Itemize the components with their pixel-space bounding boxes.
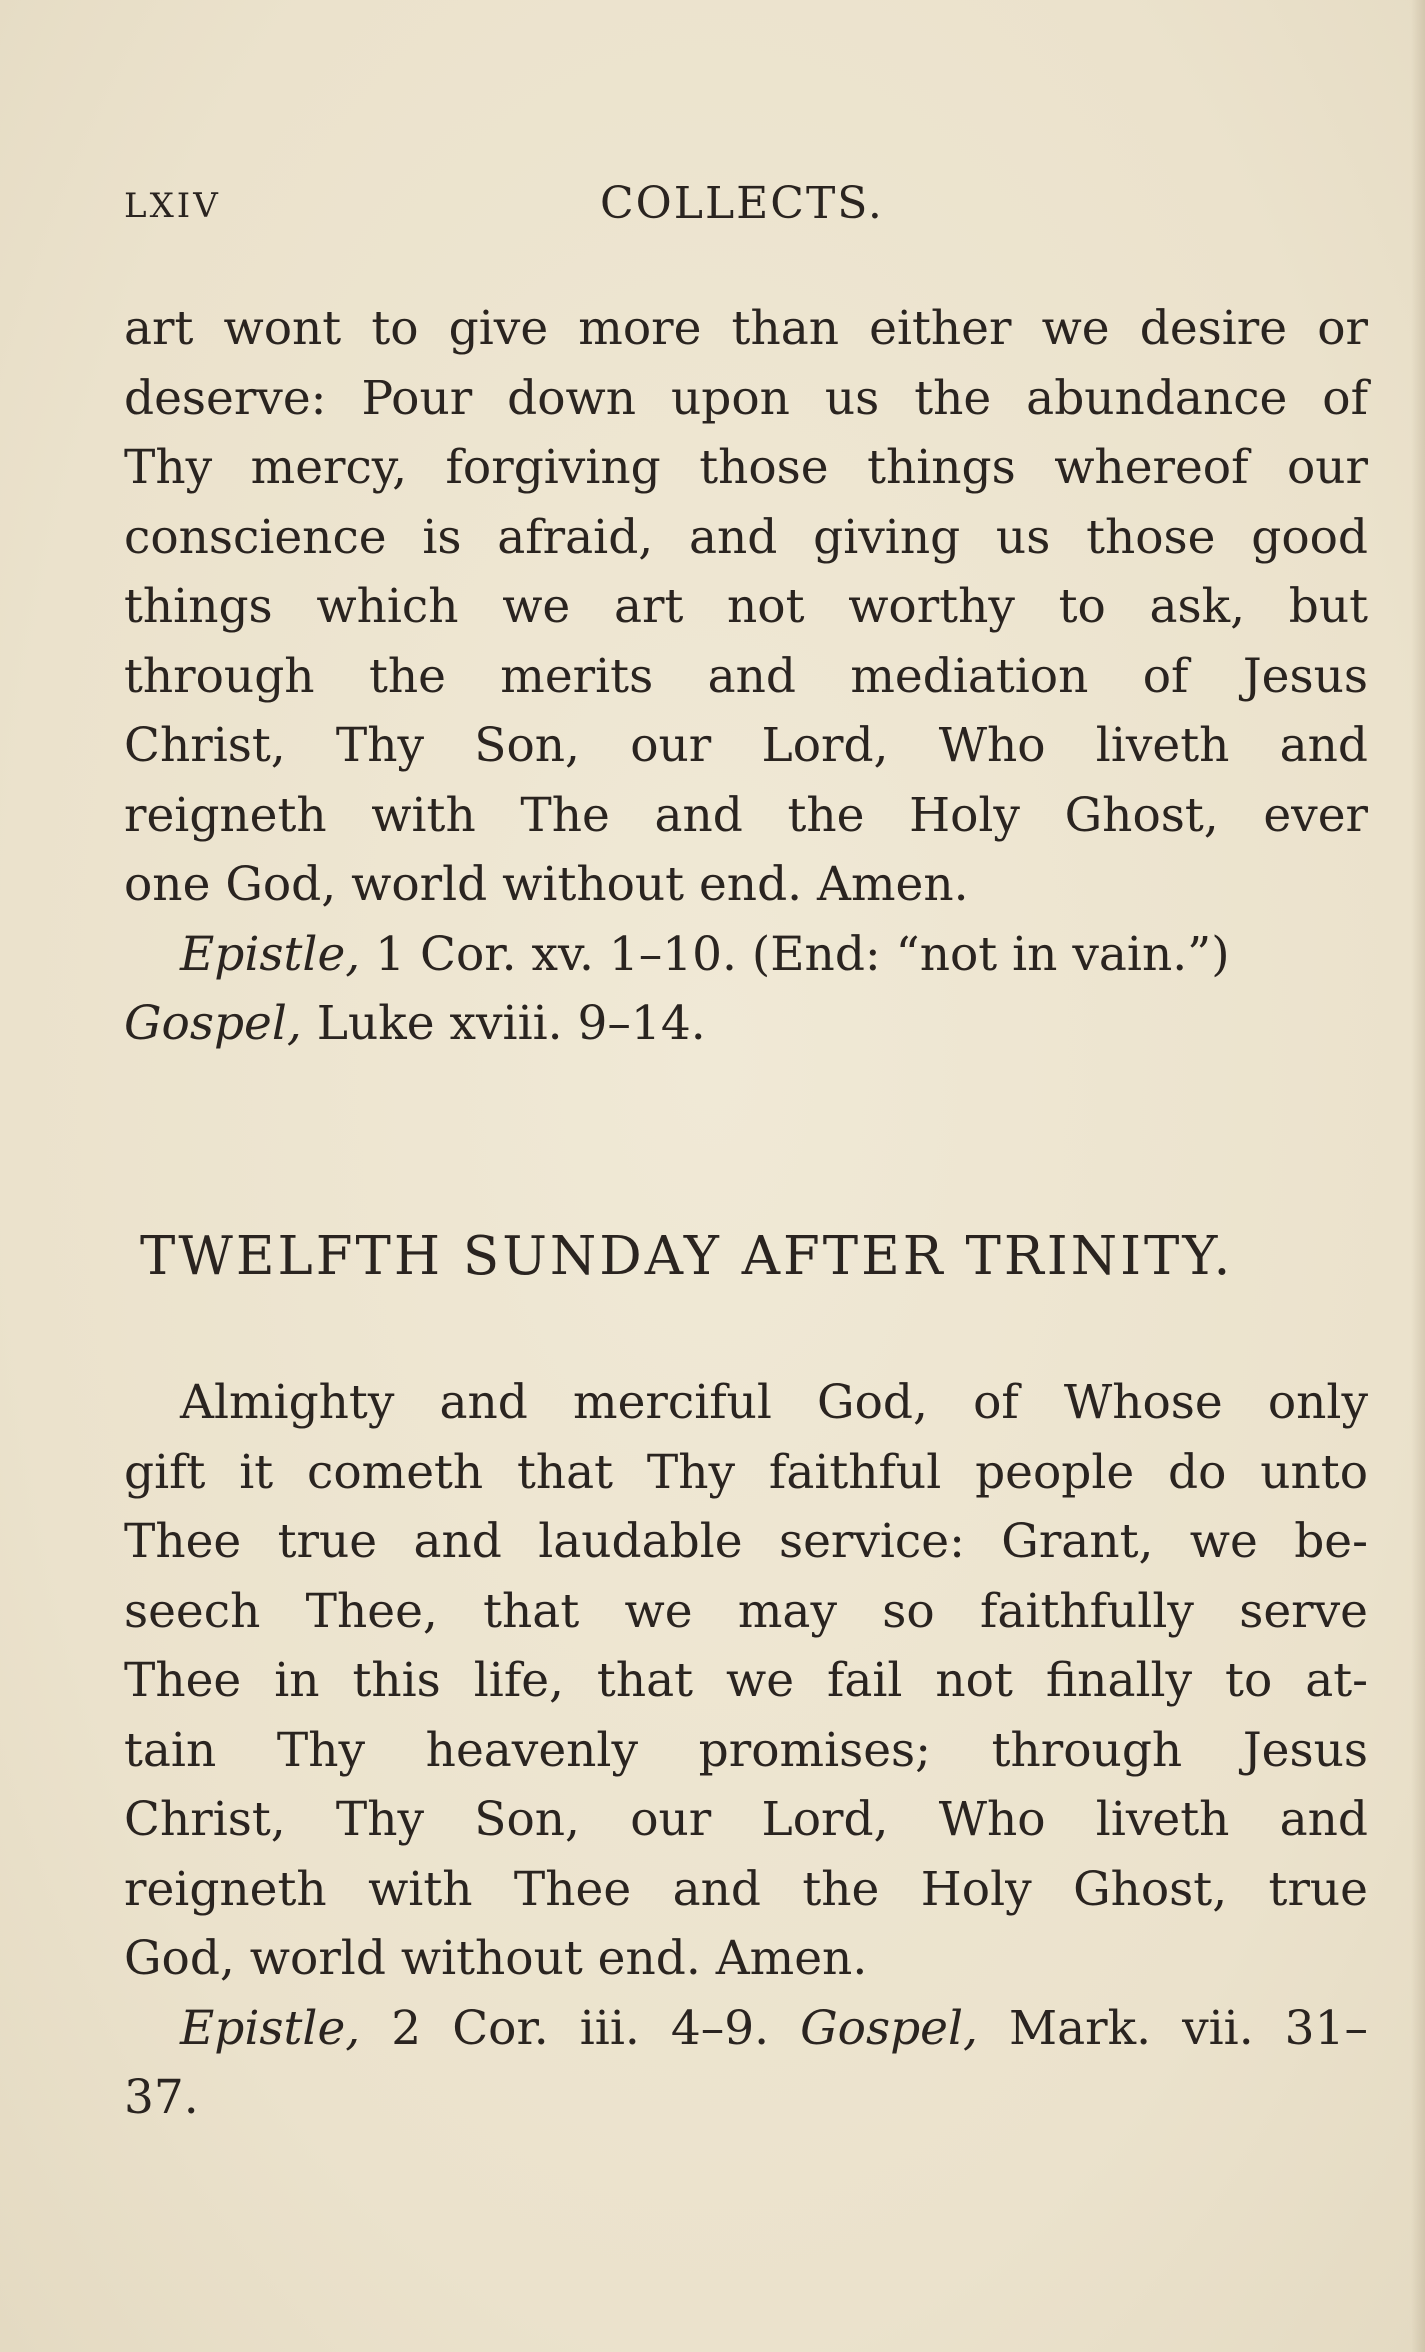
text-line: tain Thy heavenly promises; through Jesus <box>124 1722 1368 1778</box>
text-line: conscience is afraid, and giving us those good <box>124 509 1368 565</box>
collect-text <box>124 1368 1368 2133</box>
running-title: COLLECTS. <box>600 178 884 229</box>
text-line: Christ, Thy Son, our Lord, Who liveth and <box>124 718 1368 773</box>
epistle-reference <box>180 2001 769 2056</box>
text-line: God, world without end. Amen. <box>124 1931 868 1986</box>
continued-collect <box>124 294 1368 1059</box>
epistle-ref: 2 Cor. iii. 4–9. <box>360 2000 770 2056</box>
epistle-label: Epistle, <box>180 926 361 982</box>
text-line: things which we art not worthy to ask, but <box>124 579 1368 634</box>
section-heading: TWELFTH SUNDAY AFTER TRINITY. <box>140 1226 1234 1287</box>
text-line: Thee in this life, that we fail not finally to at- <box>124 1653 1368 1708</box>
page-number: LXIV <box>124 186 221 226</box>
text-line: Almighty and merciful God, of Whose only <box>180 1375 1368 1430</box>
page-header <box>124 178 904 238</box>
epistle-label: Epistle, <box>180 2000 361 2056</box>
gospel-label: Gospel, <box>800 2000 978 2056</box>
text-line: one God, world without end. Amen. <box>124 857 969 912</box>
text-line: Christ, Thy Son, our Lord, Who liveth and <box>124 1792 1368 1847</box>
text-line: art wont to give more than either we desire or <box>124 301 1368 356</box>
gospel-reference <box>124 989 1368 1059</box>
epistle-ref: 1 Cor. xv. 1–10. (End: “not in vain.”) <box>360 926 1230 982</box>
text-line: reigneth with Thee and the Holy Ghost, true <box>124 1861 1368 1917</box>
page-edge-shadow <box>1411 0 1425 2352</box>
text-line: Thy mercy, forgiving those things whereof our <box>124 440 1368 495</box>
text-line: through the merits and mediation of Jesus <box>124 648 1368 704</box>
gospel-reference <box>800 2001 1368 2056</box>
gospel-ref: Mark. vii. 31– <box>977 2000 1368 2056</box>
text-line: gift it cometh that Thy faithful people do unto <box>124 1444 1368 1500</box>
text-line: Thee true and laudable service: Grant, we be- <box>124 1514 1368 1569</box>
epistle-reference <box>124 920 1368 990</box>
gospel-ref: Luke xviii. 9–14. <box>301 996 706 1051</box>
gospel-ref-continuation: 37. <box>124 2070 199 2125</box>
text-line: deserve: Pour down upon us the abundance of <box>124 370 1368 426</box>
text-line: reigneth with The and the Holy Ghost, ever <box>124 787 1368 843</box>
gospel-label: Gospel, <box>124 996 302 1051</box>
references-line <box>124 1994 1368 2064</box>
text-line: seech Thee, that we may so faithfully serve <box>124 1583 1368 1639</box>
